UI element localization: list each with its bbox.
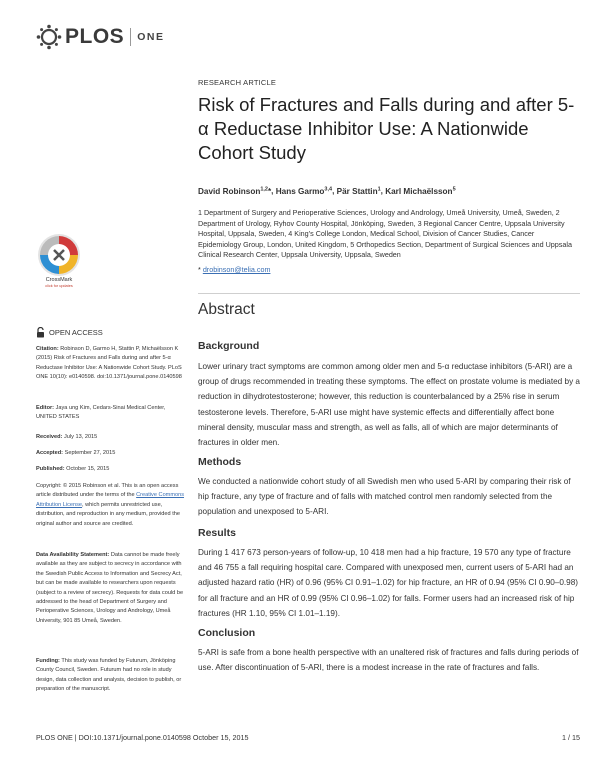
crossmark-sublabel[interactable]: click for updates	[45, 284, 73, 288]
affiliations: 1 Department of Surgery and Perioperative Sciences, Urology and Andrology, Umeå University, Umeå, Sweden, 2 Department of Urology, Ryhov County Hospital, Jönköping, Sweden, 3 Regional Cancer Centre, Uppsala University Hospital, Uppsala, Sweden, 4 King’s College London, Medical School, Division of Cancer Studies, Cancer Epidemiology Group, London, United Kingdom, 5 Orthopedics Section, Department of Surgical Sciences and Uppsala Clinical Research Center, Uppsala University, Uppsala, Sweden	[198, 208, 572, 260]
results-heading: Results	[198, 527, 236, 539]
author[interactable]: Karl Michaëlsson$^5$	[385, 186, 456, 196]
data-availability-block: Data Availability Statement: Data cannot be made freely available as they are subject to secrecy in accordance with the Swedish Public Access to Information and Secrecy Act, but can be made available to researchers upon requests (subject to a review of secrecy). Requests for data could be addressed to the head of Department of Surgery and Perioperative Sciences, Urology and Andrology, Umeå University, 901 85 Umeå, Sweden.	[36, 552, 184, 624]
author[interactable]: Hans Garmo$^{3,4}$	[275, 186, 333, 196]
article-title: Risk of Fractures and Falls during and after 5-α Reductase Inhibitor Use: A Nationwide Cohort Study	[198, 94, 575, 163]
author[interactable]: Pär Stattin$^1$	[336, 186, 381, 196]
license-link[interactable]: Creative Commons Attribution License	[36, 492, 185, 508]
crossmark-badge[interactable]	[36, 232, 82, 283]
page-footer: PLOS ONE | DOI:10.1371/journal.pone.0140598 October 15, 2015	[36, 733, 249, 742]
corresponding-mark: *	[198, 265, 201, 274]
conclusion-heading: Conclusion	[198, 627, 256, 639]
abstract-divider	[198, 293, 580, 294]
abstract-heading: Abstract	[198, 301, 255, 318]
background-text: Lower urinary tract symptoms are common among older men and 5-α reductase inhibitors (5-ARI) are a group of drugs recommended in treating these symptoms. The effect on prostate volume is mediated by a reduction in dihydrotestosterone; however, this reduction is counterbalanced by a 25% rise in serum testosterone levels. Therefore, 5-ARI use might have systemic effects and differentially affect bone mineral density, muscular mass and strength, as well as falls, all of which are major determinants of fractures in older men.	[198, 362, 580, 448]
crossmark-label: CrossMark	[45, 277, 73, 283]
page-number: 1 / 15	[562, 733, 580, 742]
conclusion-text: 5-ARI is safe from a bone health perspective with an unaltered risk of fractures and falls during periods of use. After discontinuation of 5-ARI, there is a modest increase in the rate of fractures and falls.	[198, 648, 579, 673]
results-text: During 1 417 673 person-years of follow-up, 10 418 men had a hip fracture, 19 570 any type of fracture and 46 755 a fall requiring hospital care. Compared with unexposed men, current users of 5-ARI had an adjusted hazard ratio (HR) of 0.96 (95% CI 0.91–1.02) for hip fracture, an HR of 0.94 (95% CI 0.90–0.98) for all fracture and an HR of 0.99 (95% CI 0.96–1.02) for falls. Former users had an increased risk of hip fractures (HR 1.10, 95% CI 1.01–1.19).	[198, 548, 579, 618]
open-lock-icon	[36, 327, 45, 338]
methods-text: We conducted a nationwide cohort study of all Swedish men who used 5-ARI by comparing their risk of hip fracture, any type of fracture and of falls with matched control men randomly selected from the population and unexposed to 5-ARI.	[198, 477, 571, 517]
published-date: Published: October 15, 2015	[36, 466, 110, 472]
open-access-label: OPEN ACCESS	[49, 328, 103, 337]
plos-logo[interactable]	[36, 24, 164, 50]
logo-divider	[130, 28, 131, 46]
plos-mark-icon	[36, 24, 62, 50]
accepted-date: Accepted: September 27, 2015	[36, 450, 116, 456]
plos-brand: PLOS	[65, 25, 125, 48]
author-list: David Robinson$^{1,2}$*, Hans Garmo$^{3,4}$, Pär Stattin$^1$, Karl Michaëlsson$^5$	[198, 186, 456, 196]
corresponding-author	[198, 265, 270, 274]
editor-block: Editor: Jaya ung Kim, Cedars-Sinai Medical Center, UNITED STATES	[36, 405, 166, 421]
journal-name: ONE	[137, 31, 165, 43]
methods-heading: Methods	[198, 456, 242, 468]
copyright-block: Copyright: © 2015 Robinson et al. This is an open access article distributed under the terms of the Creative Commons Attribution License, which permits unrestricted use, distribution, and reproduction in any medium, provided the original author and source are credited.	[36, 483, 185, 527]
background-heading: Background	[198, 340, 260, 352]
received-date: Received: July 13, 2015	[36, 434, 98, 440]
article-type: RESEARCH ARTICLE	[198, 78, 277, 87]
email-link[interactable]: drobinson@telia.com	[202, 265, 271, 274]
crossmark-icon	[36, 232, 82, 278]
open-access	[36, 327, 103, 338]
citation-block: Citation: Robinson D, Garmo H, Stattin P, Michaëlsson K (2015) Risk of Fractures and Falls during and after 5-α Reductase Inhibitor Use: A Nationwide Cohort Study. PLoS ONE 10(10): e0140598. doi:10.1371/journal.pone.0140598	[36, 346, 182, 381]
author[interactable]: David Robinson$^{1,2}$*	[198, 186, 272, 196]
funding-block: Funding: This study was funded by Futurum, Jönköping County Council, Sweden. Futurum had no role in study design, data collection and analysis, decision to publish, or preparation of the manuscript.	[36, 658, 182, 693]
